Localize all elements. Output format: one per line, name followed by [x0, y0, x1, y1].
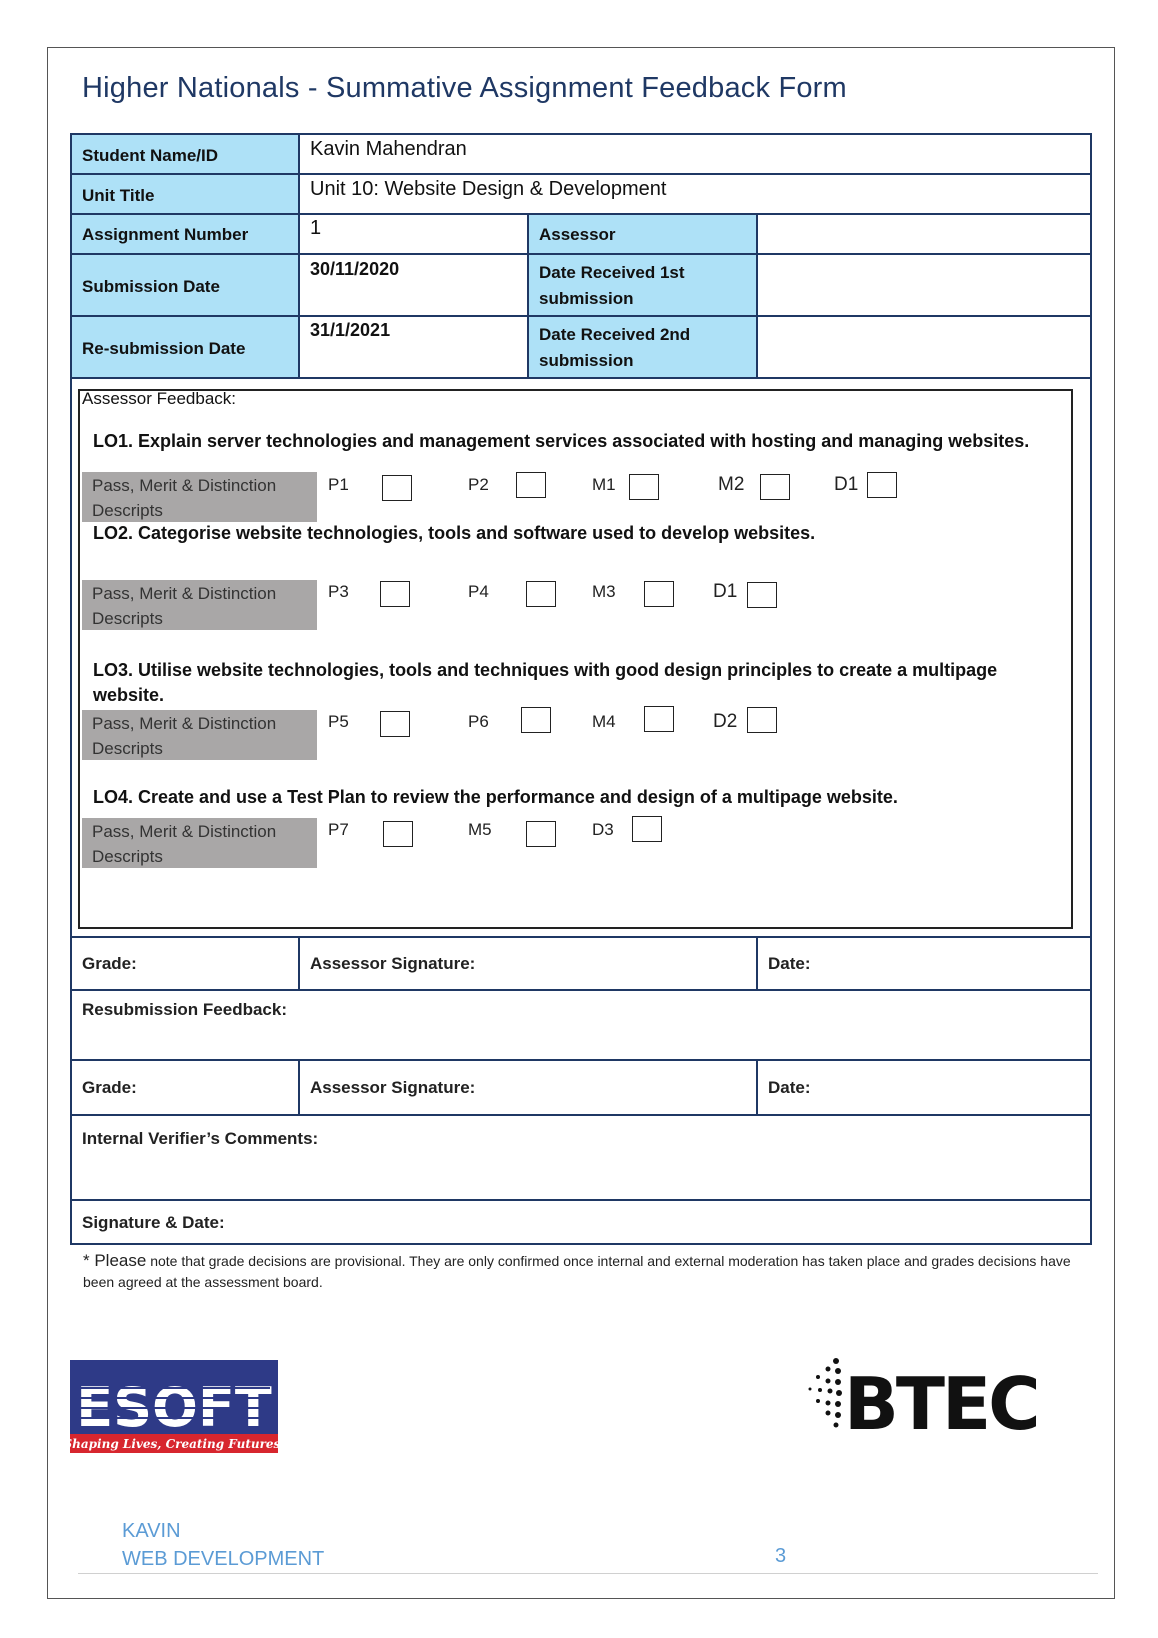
criterion-p4-label: P4 — [468, 582, 489, 601]
grade-cell-1[interactable] — [70, 936, 300, 991]
lo1-text: LO1. Explain server technologies and management services associated with hosting and managing websites. — [93, 431, 1030, 451]
descripts-line2: Descripts — [92, 501, 163, 520]
date-received-2nd-label-line2: submission — [539, 351, 634, 370]
lo1-descripts-label — [82, 472, 317, 522]
btec-dots-icon — [809, 1358, 843, 1428]
descripts-line1: Pass, Merit & Distinction — [92, 822, 277, 841]
criterion-d3-label: D3 — [592, 820, 614, 839]
assessor-signature-label-1: Assessor Signature: — [310, 954, 476, 973]
criterion-p2-label: P2 — [468, 475, 489, 494]
descripts-line2: Descripts — [92, 609, 163, 628]
lo3-text-line2: website. — [93, 685, 165, 705]
assignment-number-value: 1 — [310, 217, 322, 239]
unit-title-value-cell[interactable] — [298, 173, 1092, 215]
criterion-d1-lo2-checkbox[interactable] — [747, 582, 777, 608]
assessor-signature-cell-1[interactable] — [298, 936, 758, 991]
note-text: note that grade decisions are provisional. They are only confirmed once internal and external moderation has taken place and grades decisions have been agreed at the assessment board. — [83, 1253, 1071, 1290]
criterion-p5-label: P5 — [328, 712, 349, 731]
criterion-d2-checkbox[interactable] — [747, 707, 777, 733]
internal-verifier-comments-cell[interactable] — [70, 1114, 1092, 1201]
unit-title-label: Unit Title — [82, 186, 155, 205]
btec-logo-graphic — [806, 1355, 1036, 1435]
criterion-d1-lo2-label: D1 — [713, 581, 738, 602]
criterion-p6-label: P6 — [468, 712, 489, 731]
resubmission-date-label-cell — [70, 315, 300, 379]
date-received-2nd-label-line1: Date Received 2nd — [539, 325, 691, 344]
criterion-m2-label: M2 — [718, 474, 745, 495]
date-received-1st-label-cell — [527, 253, 758, 317]
submission-date-value-cell[interactable] — [298, 253, 529, 317]
criterion-p3-checkbox[interactable] — [380, 581, 410, 607]
assessor-signature-cell-2[interactable] — [298, 1059, 758, 1116]
descripts-line2: Descripts — [92, 739, 163, 758]
lo3-text — [93, 658, 1053, 708]
descripts-line1: Pass, Merit & Distinction — [92, 476, 277, 495]
criterion-p6-checkbox[interactable] — [521, 707, 551, 733]
unit-title-value: Unit 10: Website Design & Development — [310, 178, 667, 200]
btec-logo — [806, 1355, 1036, 1435]
student-name-label: Student Name/ID — [82, 146, 219, 165]
date-cell-1[interactable] — [756, 936, 1092, 991]
assessor-signature-label-2: Assessor Signature: — [310, 1078, 476, 1097]
criterion-m5-label: M5 — [468, 820, 492, 839]
lo3-text-line1: LO3. Utilise website technologies, tools and techniques with good design principles to create a multipage — [93, 660, 998, 680]
date-cell-2[interactable] — [756, 1059, 1092, 1116]
descripts-line2: Descripts — [92, 847, 163, 866]
btec-logo-text: BTEC — [844, 1362, 1036, 1435]
assessor-value-cell[interactable] — [756, 213, 1092, 255]
signature-date-label: Signature & Date: — [82, 1213, 225, 1232]
lo3-descripts-label — [82, 710, 317, 760]
note-star: * Please — [83, 1251, 147, 1270]
student-name-label-cell — [70, 133, 300, 175]
criterion-p1-label: P1 — [328, 475, 349, 494]
criterion-d3-checkbox[interactable] — [632, 816, 662, 842]
criterion-p7-checkbox[interactable] — [383, 821, 413, 847]
grade-label-2: Grade: — [82, 1078, 137, 1097]
student-name-value: Kavin Mahendran — [310, 138, 467, 160]
internal-verifier-comments-label: Internal Verifier’s Comments: — [82, 1129, 319, 1148]
descripts-line1: Pass, Merit & Distinction — [92, 714, 277, 733]
criterion-d2-label: D2 — [713, 711, 738, 732]
criterion-p4-checkbox[interactable] — [526, 581, 556, 607]
assignment-number-value-cell[interactable] — [298, 213, 529, 255]
criterion-d1-label: D1 — [834, 474, 859, 495]
resubmission-date-label: Re-submission Date — [82, 339, 246, 358]
resubmission-feedback-cell[interactable] — [70, 989, 1092, 1061]
date-label-2: Date: — [768, 1078, 811, 1097]
esoft-logo-tagline: Shaping Lives, Creating Futures. — [70, 1437, 278, 1451]
esoft-logo — [70, 1360, 278, 1453]
footer-divider — [78, 1573, 1098, 1574]
date-received-1st-value-cell[interactable] — [756, 253, 1092, 317]
criterion-m1-checkbox[interactable] — [629, 474, 659, 500]
lo2-text: LO2. Categorise website technologies, tools and software used to develop websites. — [93, 523, 816, 543]
assessor-label: Assessor — [539, 225, 616, 244]
criterion-p7-label: P7 — [328, 820, 349, 839]
criterion-m3-label: M3 — [592, 582, 616, 601]
assignment-number-label-cell — [70, 213, 300, 255]
provisional-grades-note — [83, 1250, 1093, 1293]
resubmission-date-value-cell[interactable] — [298, 315, 529, 379]
descripts-line1: Pass, Merit & Distinction — [92, 584, 277, 603]
assessor-label-cell — [527, 213, 758, 255]
grade-cell-2[interactable] — [70, 1059, 300, 1116]
footer-author-line1: KAVIN — [122, 1520, 181, 1542]
criterion-m3-checkbox[interactable] — [644, 581, 674, 607]
date-received-1st-label-line2: submission — [539, 289, 634, 308]
criterion-p2-checkbox[interactable] — [516, 472, 546, 498]
page-number: 3 — [775, 1545, 787, 1567]
lo2-descripts-label — [82, 580, 317, 630]
assignment-number-label: Assignment Number — [82, 225, 249, 244]
form-title: Higher Nationals - Summative Assignment Feedback Form — [82, 72, 847, 104]
resubmission-feedback-label: Resubmission Feedback: — [82, 1000, 288, 1019]
criterion-m4-label: M4 — [592, 712, 616, 731]
criterion-d1-checkbox[interactable] — [867, 472, 897, 498]
criterion-p5-checkbox[interactable] — [380, 711, 410, 737]
assessor-feedback-title: Assessor Feedback: — [82, 389, 237, 408]
submission-date-label: Submission Date — [82, 277, 220, 296]
date-received-2nd-value-cell[interactable] — [756, 315, 1092, 379]
criterion-m4-checkbox[interactable] — [644, 706, 674, 732]
student-name-value-cell[interactable] — [298, 133, 1092, 175]
esoft-logo-graphic — [70, 1360, 278, 1453]
criterion-p1-checkbox[interactable] — [382, 475, 412, 501]
footer-author-line2: WEB DEVELOPMENT — [122, 1548, 325, 1570]
esoft-logo-text: ESOFT — [76, 1376, 272, 1439]
unit-title-label-cell — [70, 173, 300, 215]
criterion-p3-label: P3 — [328, 582, 349, 601]
submission-date-value: 30/11/2020 — [310, 259, 400, 279]
grade-label-1: Grade: — [82, 954, 137, 973]
signature-date-cell[interactable] — [70, 1199, 1092, 1245]
criterion-m5-checkbox[interactable] — [526, 821, 556, 847]
date-received-1st-label-line1: Date Received 1st — [539, 263, 685, 282]
submission-date-label-cell — [70, 253, 300, 317]
date-received-2nd-label-cell — [527, 315, 758, 379]
lo4-descripts-label — [82, 818, 317, 868]
criterion-m1-label: M1 — [592, 475, 616, 494]
criterion-m2-checkbox[interactable] — [760, 474, 790, 500]
date-label-1: Date: — [768, 954, 811, 973]
resubmission-date-value: 31/1/2021 — [310, 320, 391, 340]
footer-author — [122, 1517, 324, 1573]
lo4-text: LO4. Create and use a Test Plan to review the performance and design of a multipage website. — [93, 787, 898, 807]
